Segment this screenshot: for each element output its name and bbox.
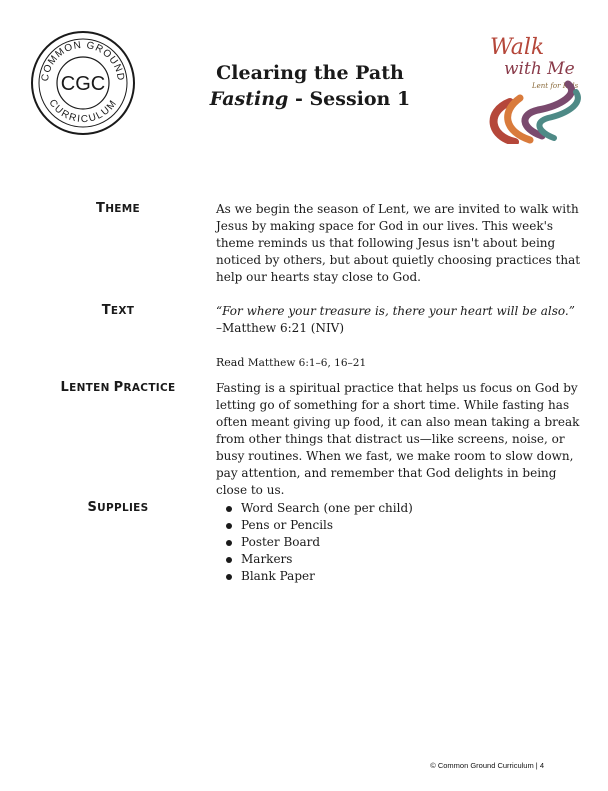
text-label: TEXT — [101, 303, 135, 318]
road-stripe-teal — [539, 92, 578, 138]
theme-label: THEME — [96, 201, 140, 216]
page-footer: © Common Ground Curriculum | 4 — [430, 761, 544, 770]
supply-item: Word Search (one per child) — [216, 500, 588, 517]
scripture-citation: –Matthew 6:21 (NIV) — [216, 321, 345, 335]
theme-body: As we begin the season of Lent, we are invited to walk with Jesus by making space for God in our lives. This week's theme reminds us that following Jesus isn't about being noticed by others, but about quietly choosing practices that help our hearts stay close to God. — [216, 202, 581, 284]
reading-assignment: Read Matthew 6:1–6, 16–21 — [216, 356, 367, 369]
walk-with-me-logo — [480, 32, 586, 144]
supply-item: Markers — [216, 551, 588, 568]
page-subtitle — [190, 86, 430, 112]
logo-ring-bottom: CURRICULUM — [46, 97, 120, 126]
subtitle-session: - Session 1 — [288, 88, 411, 110]
practice-label: LENTEN PRACTICE — [60, 380, 176, 395]
scripture-block — [216, 303, 588, 372]
supply-item: Blank Paper — [216, 568, 588, 585]
supplies-list — [216, 500, 588, 585]
supplies-label: SUPPLIES — [87, 500, 149, 515]
logo-ring-top: COMMON GROUND — [39, 39, 127, 83]
cgc-logo — [30, 30, 136, 136]
supply-item: Pens or Pencils — [216, 517, 588, 534]
page-header — [190, 60, 430, 112]
page-title: Clearing the Path — [216, 62, 404, 84]
logo-initials: CGC — [60, 73, 106, 95]
scripture-quote: “For where your treasure is, there your heart will be also.” — [216, 304, 575, 318]
logo-word-with-me: with Me — [504, 59, 575, 79]
supply-item: Poster Board — [216, 534, 588, 551]
practice-body: Fasting is a spiritual practice that helps us focus on God by letting go of something for a short time. While fasting has often meant giving up food, it can also mean taking a break from other things that distract us—like screens, noise, or busy routines. When we fast, we make room to slow down, pay attention, and remember that God delights in being close to us. — [216, 381, 580, 497]
logo-tagline: Lent for Kids — [532, 82, 579, 90]
logo-word-walk: Walk — [490, 35, 545, 60]
subtitle-topic: Fasting — [209, 88, 289, 110]
svg-text:CURRICULUM — [46, 98, 119, 126]
